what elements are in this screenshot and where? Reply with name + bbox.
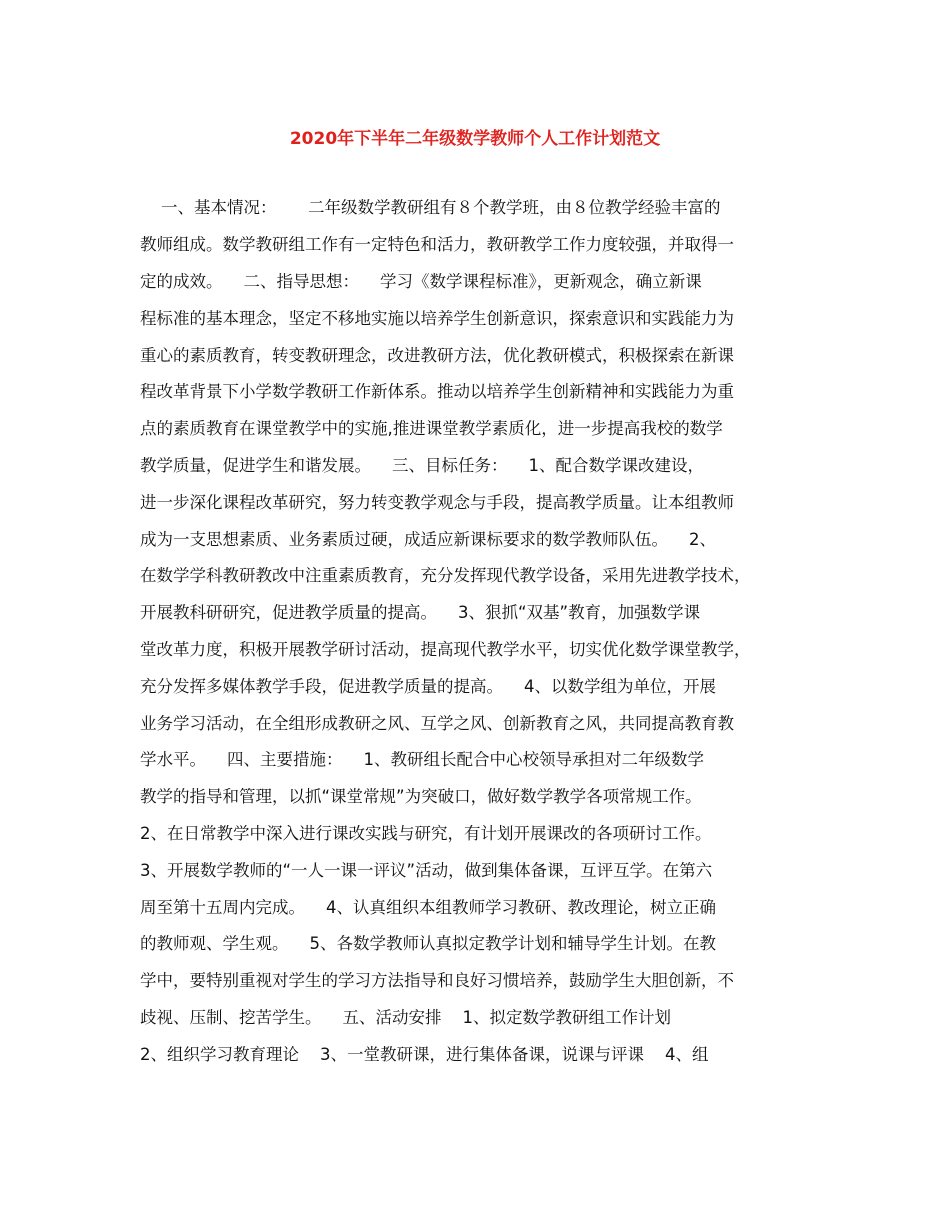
body-line: 堂改革力度，积极开展教学研讨活动，提高现代教学水平，切实优化数学课堂教学， <box>140 640 751 659</box>
body-line: 业务学习活动，在全组形成教研之风、互学之风、创新教育之风，共同提高教育教 <box>140 714 734 733</box>
body-line: 歧视、压制、挖苦学生。 五、活动安排 1、拟定数学教研组工作计划 <box>140 1008 671 1027</box>
body-line: 成为一支思想素质、业务素质过硬，成适应新课标要求的数学教师队伍。 2、 <box>140 530 716 549</box>
body-line: 教学质量，促进学生和谐发展。 三、目标任务： 1、配合数学课改建设， <box>140 456 704 475</box>
body-line: 充分发挥多媒体教学手段，促进教学质量的提高。 4、以数学组为单位，开展 <box>140 677 716 696</box>
body-line: 程标准的基本理念，坚定不移地实施以培养学生创新意识，探索意识和实践能力为 <box>140 309 734 328</box>
body-line: 重心的素质教育，转变教研理念，改进教研方法，优化教研模式，积极探索在新课 <box>140 346 734 365</box>
body-line: 点的素质教育在课堂教学中的实施,推进课堂教学素质化，进一步提高我校的数学 <box>140 419 723 438</box>
document-title: 2020年下半年二年级数学教师个人工作计划范文 <box>289 129 661 149</box>
body-line: 教师组成。数学教研组工作有一定特色和活力，教研教学工作力度较强，并取得一 <box>140 235 734 254</box>
body-line: 2、组织学习教育理论 3、一堂教研课，进行集体备课，说课与评课 4、组 <box>140 1045 709 1064</box>
body-line: 开展教科研研究，促进教学质量的提高。 3、狠抓“双基”教育，加强数学课 <box>140 603 701 622</box>
body-line: 学中，要特别重视对学生的学习方法指导和良好习惯培养，鼓励学生大胆创新，不 <box>140 971 734 990</box>
body-line: 学水平。 四、主要措施： 1、教研组长配合中心校领导承担对二年级数学 <box>140 750 704 769</box>
body-line: 定的成效。 二、指导思想： 学习《数学课程标准》，更新观念，确立新课 <box>140 272 702 291</box>
body-line: 一、基本情况： 二年级数学教研组有８个教学班，由８位教学经验丰富的 <box>140 198 721 217</box>
body-line: 2、在日常教学中深入进行课改实践与研究，有计划开展课改的各项研讨工作。 <box>140 824 712 843</box>
body-line: 的教师观、学生观。 5、各数学教师认真拟定教学计划和辅导学生计划。在教 <box>140 934 716 953</box>
body-line: 周至第十五周内完成。 4、认真组织本组教师学习教研、教改理论，树立正确 <box>140 898 716 917</box>
body-line: 教学的指导和管理，以抓“课堂常规”为突破口，做好数学教学各项常规工作。 <box>140 787 702 806</box>
body-line: 在数学学科教研教改中注重素质教育，充分发挥现代教学设备，采用先进教学技术， <box>140 566 751 585</box>
body-line: 进一步深化课程改革研究，努力转变教学观念与手段，提高教学质量。让本组教师 <box>140 493 734 512</box>
body-line: 3、开展数学教师的“一人一课一评议”活动，做到集体备课，互评互学。在第六 <box>140 861 713 880</box>
body-line: 程改革背景下小学数学教研工作新体系。推动以培养学生创新精神和实践能力为重 <box>140 382 734 401</box>
